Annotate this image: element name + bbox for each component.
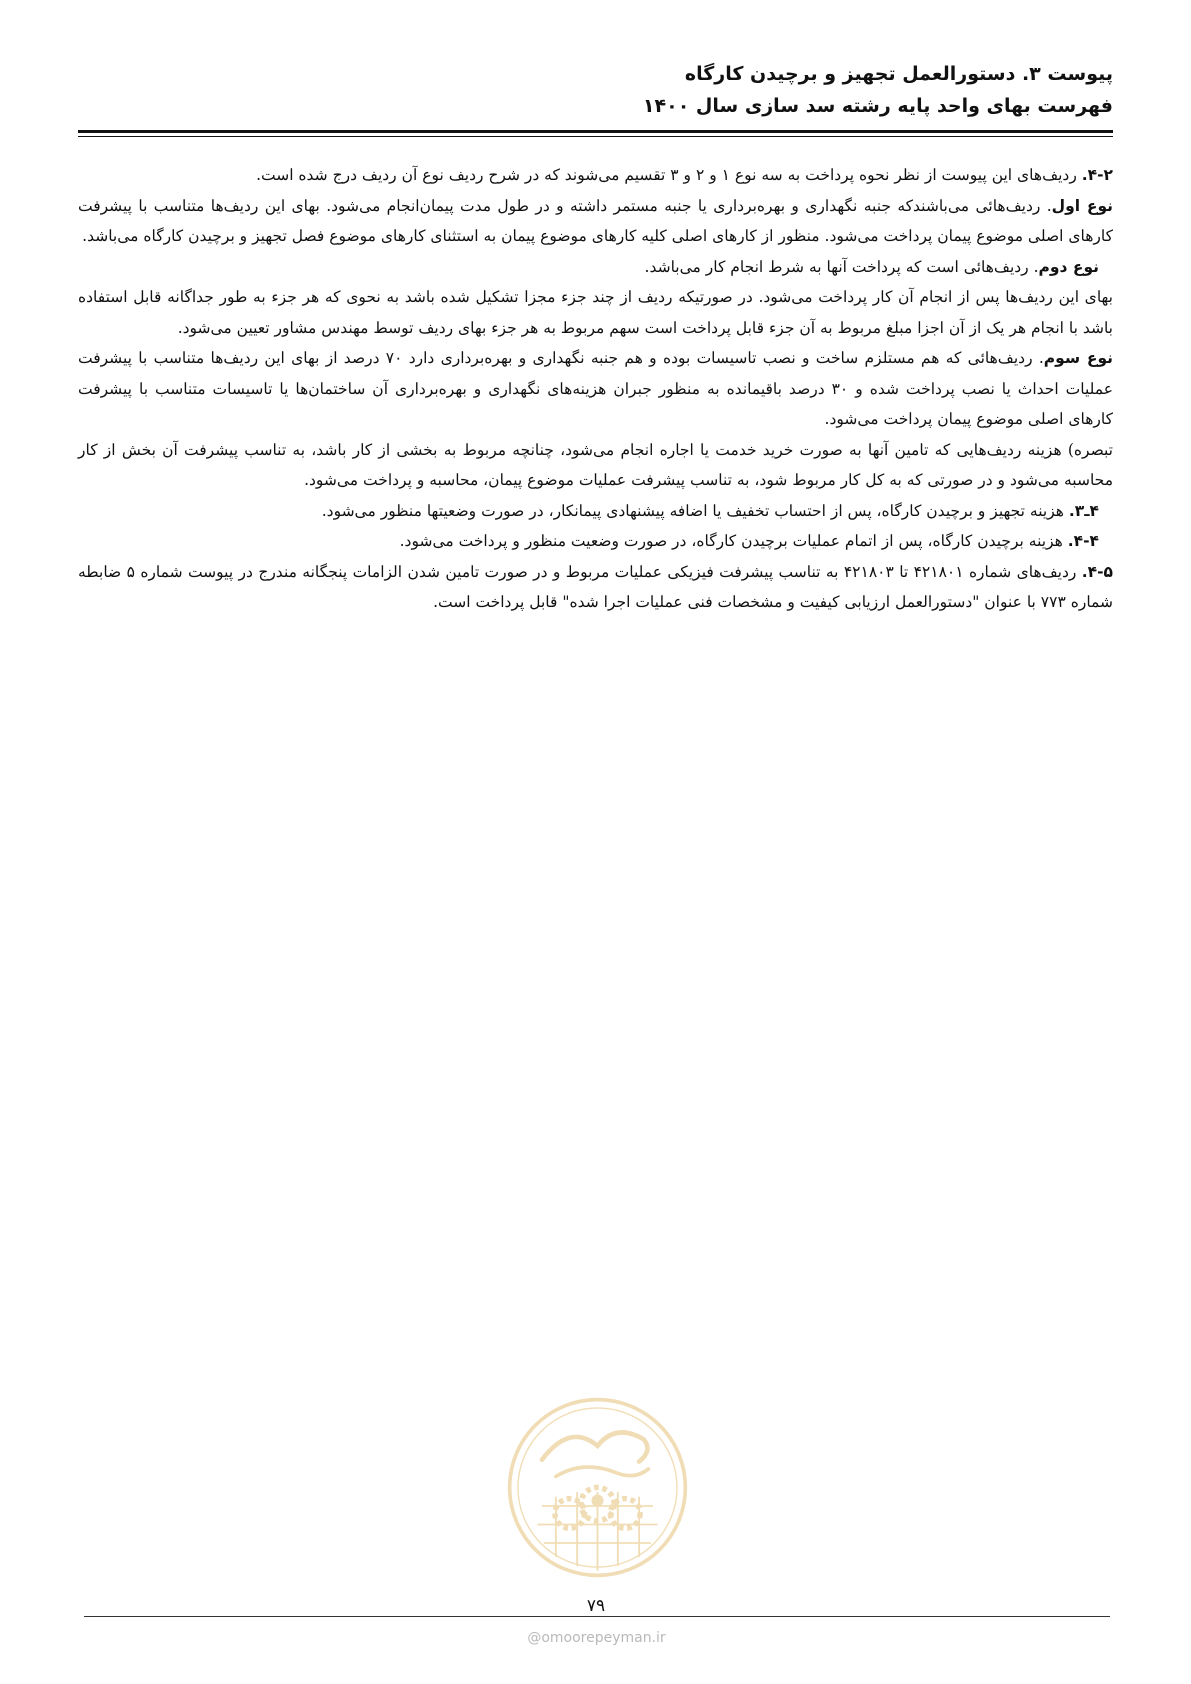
watermark-logo-icon bbox=[505, 1395, 690, 1580]
website-watermark: @omoorepeyman.ir bbox=[527, 1630, 666, 1646]
header-book-title: فهرست بهای واحد پایه رشته سد سازی سال ۱۴۰۰ bbox=[642, 95, 1113, 117]
section-4-4 bbox=[78, 526, 1113, 557]
section-number: ۴-۵. bbox=[1081, 562, 1113, 581]
header-chapter-title: پیوست ۳. دستورالعمل تجهیز و برچیدن کارگاه bbox=[684, 63, 1113, 85]
section-4-5 bbox=[78, 557, 1113, 618]
type-3-paragraph bbox=[78, 343, 1113, 435]
type-2-paragraph bbox=[78, 252, 1113, 283]
header-rule-thick bbox=[78, 130, 1113, 133]
header-rule-thin bbox=[78, 136, 1113, 137]
section-number: ۴-۲. bbox=[1081, 166, 1113, 184]
type-1-label: نوع اول bbox=[1051, 196, 1114, 215]
type-1-paragraph bbox=[78, 191, 1113, 252]
section-number: ۴ـ۳. bbox=[1068, 501, 1099, 520]
note-paragraph bbox=[78, 435, 1113, 496]
section-text: ردیف‌های شماره ۴۲۱۸۰۱ تا ۴۲۱۸۰۳ به تناسب پیشرفت فیزیکی عملیات مربوط و در صورت تامین شدن الزامات پنجگانه مندرج در پیوست شماره ۵ ضابطه شماره ۷۷۳ با عنوان "دستورالعمل ارزیابی کیفیت و مشخصات فنی عملیات اجرا شده" قابل پرداخت است. bbox=[78, 562, 1113, 611]
page-number: ۷۹ bbox=[586, 1596, 606, 1616]
section-text: هزینه تجهیز و برچیدن کارگاه، پس از احتساب تخفیف یا اضافه پیشنهادی پیمانکار، در صورت وضعیتها منظور می‌شود. bbox=[321, 501, 1069, 520]
type-3-label: نوع سوم bbox=[1043, 349, 1113, 367]
section-4-2 bbox=[78, 160, 1113, 191]
page-header bbox=[78, 58, 1113, 122]
document-body bbox=[78, 160, 1113, 618]
note-text: تبصره) هزینه ردیف‌هایی که تامین آنها به صورت خرید خدمت یا اجاره انجام می‌شود، چنانچه مربوط به بخشی از کار باشد، به تناسب پیشرفت آن بخش از کار محاسبه می‌شود و در صورتی که به کل کار مربوط شود، به تناسب پیشرفت عملیات موضوع پیمان، محاسبه و پرداخت می‌شود. bbox=[78, 440, 1113, 489]
section-text: هزینه برچیدن کارگاه، پس از اتمام عملیات برچیدن کارگاه، در صورت وضعیت منظور و پرداخت می‌شود. bbox=[399, 532, 1068, 550]
type-2-detail-paragraph bbox=[78, 282, 1113, 343]
footer-rule bbox=[84, 1616, 1110, 1617]
section-number: ۴-۴. bbox=[1067, 532, 1099, 550]
section-text: ردیف‌های این پیوست از نظر نحوه پرداخت به سه نوع ۱ و ۲ و ۳ تقسیم می‌شوند که در شرح ردیف نوع آن ردیف درج شده است. bbox=[256, 166, 1082, 184]
type-2-detail-text: بهای این ردیف‌ها پس از انجام آن کار پرداخت می‌شود. در صورتیکه ردیف از چند جزء مجزا تشکیل شده باشد به نحوی که هر جزء به طور جداگانه قابل استفاده باشد با انجام هر یک از آن اجزا مبلغ مربوط به آن جزء قابل پرداخت است سهم مربوط به هر جزء بهای ردیف توسط مهندس مشاور تعیین می‌شود. bbox=[78, 288, 1113, 337]
section-4-3 bbox=[78, 496, 1113, 527]
type-1-text: . ردیف‌هائی می‌باشندکه جنبه نگهداری و بهره‌برداری یا جنبه مستمر داشته و در طول مدت پیمان‌انجام می‌شود. بهای این ردیف‌ها متناسب با پیشرفت کارهای اصلی موضوع پیمان پرداخت می‌شود. منظور از کارهای اصلی کلیه کارهای موضوع پیمان به استثنای کارهای موضوع فصل تجهیز و برچیدن کارگاه می‌باشد. bbox=[78, 196, 1113, 245]
type-2-text: . ردیف‌هائی است که پرداخت آنها به شرط انجام کار می‌باشد. bbox=[644, 257, 1039, 276]
type-3-text: . ردیف‌هائی که هم مستلزم ساخت و نصب تاسیسات بوده و هم جنبه نگهداری و بهره‌برداری دارد ۷۰ درصد از بهای این ردیف‌ها متناسب با پیشرفت عملیات احداث یا نصب پرداخت شده و ۳۰ درصد باقیمانده به منظور جبران هزینه‌های نگهداری و بهره‌برداری آن ساختمان‌ها یا تاسیسات متناسب با پیشرفت کارهای اصلی موضوع پیمان پرداخت می‌شود. bbox=[78, 349, 1113, 428]
type-2-label: نوع دوم bbox=[1038, 257, 1099, 276]
